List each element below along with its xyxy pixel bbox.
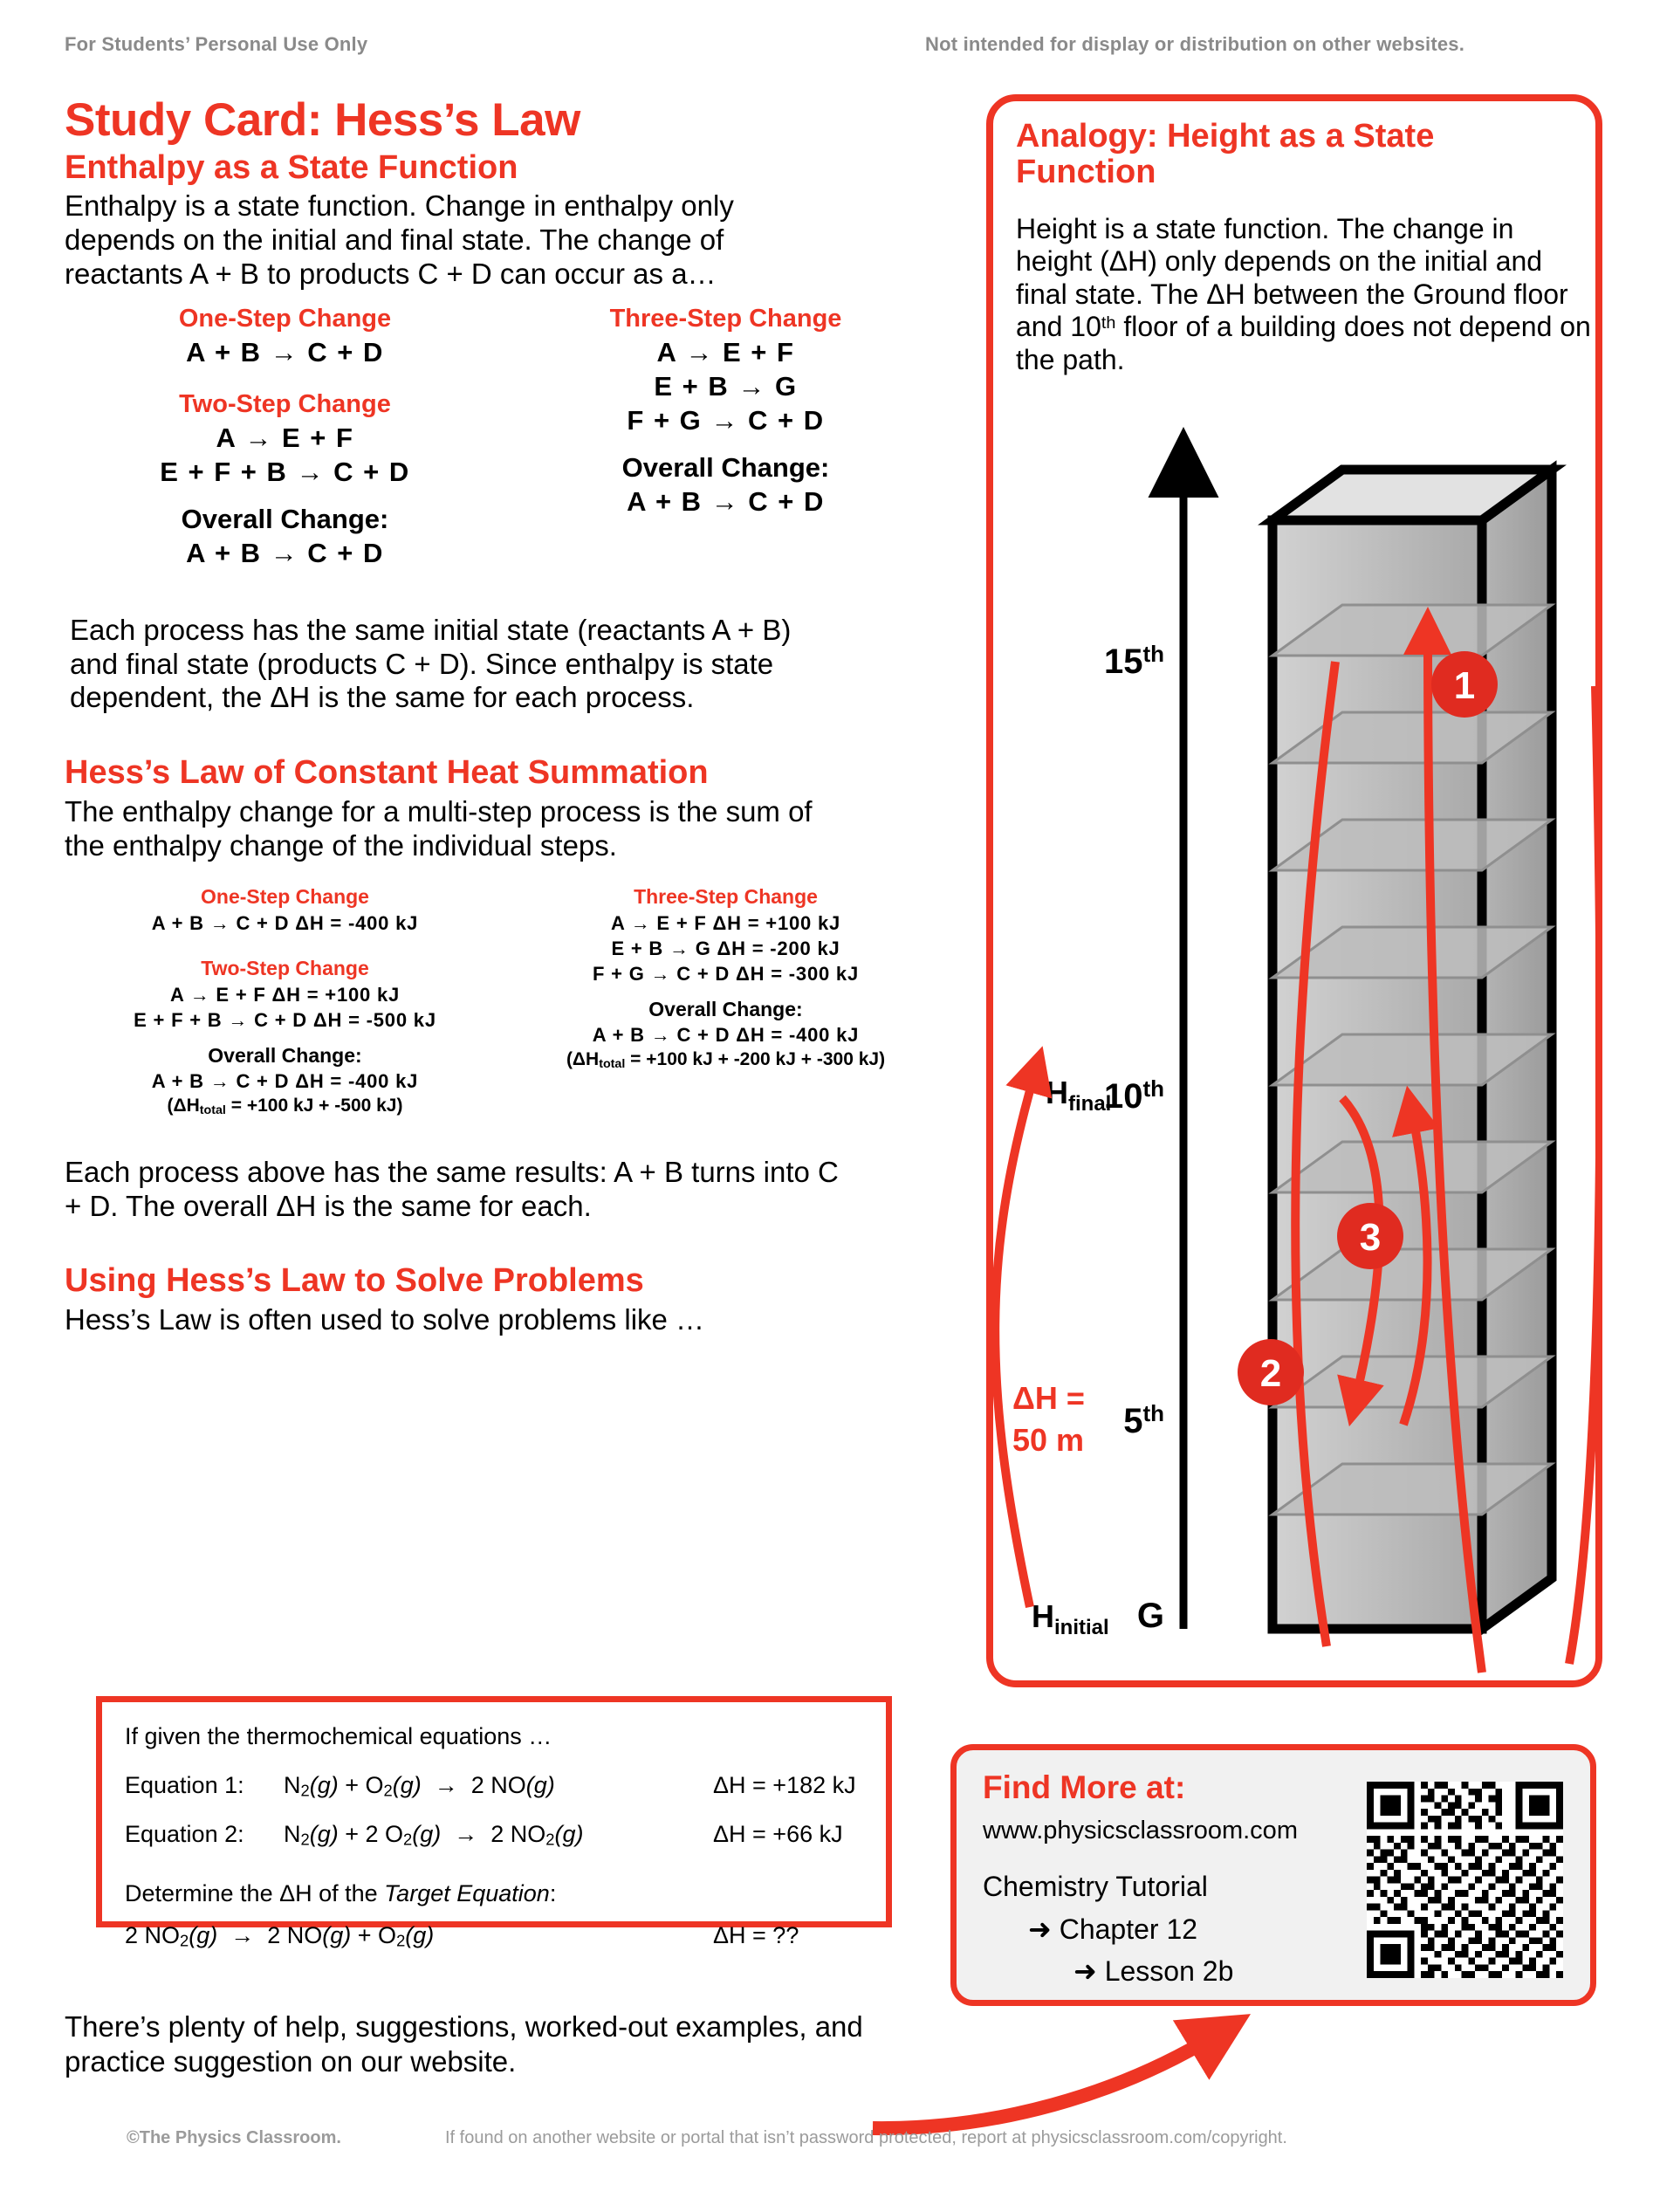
equation-1-body: $N_2(g) + O_2(g) \to 2$ NO(g) bbox=[284, 1772, 555, 1800]
tutorial-label: Chemistry Tutorial bbox=[983, 1871, 1208, 1902]
section1-equation-grid bbox=[65, 305, 946, 572]
two-step-equation-2-values: E + F + B → C + D ΔH = -500 kJ bbox=[134, 1009, 436, 1032]
analogy-title: Analogy: Height as a State Function bbox=[1016, 118, 1435, 191]
personal-use-notice: For Students’ Personal Use Only bbox=[65, 33, 368, 55]
section2-left-equations bbox=[65, 885, 505, 1117]
section2-equation-grid bbox=[65, 885, 946, 1117]
equation-2-enthalpy: ΔH = +66 kJ bbox=[713, 1821, 843, 1847]
bottom-paragraph: There’s plenty of help, suggestions, worked-out examples, and practice suggestion on our website. bbox=[65, 2010, 863, 2078]
two-step-overall-label-values: Overall Change: bbox=[208, 1044, 362, 1068]
three-step-equation-2: E + B → G bbox=[654, 371, 798, 402]
target-equation: 2 $NO_2(g) \to 2$ $NO(g) + O_2(g)$ bbox=[125, 1922, 435, 1950]
h-final-label: $H_{final}$ bbox=[1046, 1075, 1112, 1116]
path-marker-1 bbox=[1431, 651, 1498, 718]
one-step-equation-values: A + B → C + D ΔH = -400 kJ bbox=[151, 912, 419, 935]
svg-text:2: 2 bbox=[1259, 1352, 1282, 1395]
determine-instruction: Determine the ΔH of the Target Equation: bbox=[125, 1880, 557, 1906]
worked-problem-box bbox=[96, 1696, 892, 1950]
section2-right-equations bbox=[505, 885, 946, 1117]
footer-report-notice: If found on another website or portal that isn’t password protected, report at physicsclassroom.com/copyright. bbox=[445, 2128, 1287, 2147]
problem-intro: If given the thermochemical equations … bbox=[125, 1723, 552, 1749]
floor-label-15th: 15th bbox=[1103, 641, 1164, 681]
analogy-panel bbox=[986, 94, 1602, 1687]
three-step-equation-1-values: A → E + F ΔH = +100 kJ bbox=[610, 912, 841, 935]
two-step-equation-1: A → E + F bbox=[216, 422, 354, 454]
two-step-overall-equation: A + B → C + D bbox=[186, 538, 384, 569]
building-height-diagram bbox=[993, 424, 1595, 1681]
three-step-equation-3: F + G → C + D bbox=[627, 405, 825, 436]
three-step-label-values: Three-Step Change bbox=[634, 885, 818, 909]
find-more-title: Find More at: bbox=[983, 1769, 1186, 1805]
section1-right-equations bbox=[505, 305, 946, 572]
section1-left-equations bbox=[65, 305, 505, 572]
chapter-link[interactable]: ➜ Chapter 12 bbox=[1028, 1913, 1198, 1945]
two-step-overall-equation-values: A + B → C + D ΔH = -400 kJ bbox=[151, 1070, 419, 1093]
one-step-equation: A + B → C + D bbox=[186, 337, 384, 368]
section2-closing-paragraph: Each process above has the same results: A + B turns into C + D. The overall ΔH is the same for each. bbox=[65, 1155, 839, 1222]
section-heading-solve-problems: Using Hess’s Law to Solve Problems bbox=[65, 1262, 644, 1300]
h-initial-label: $H_{initial}$ bbox=[1032, 1598, 1109, 1639]
floor-label-ground: G bbox=[1136, 1597, 1164, 1635]
equation-2-body: $N_2(g) + 2$ $O_2(g) \to 2$ $NO_2(g)$ bbox=[284, 1821, 584, 1849]
svg-text:1: 1 bbox=[1453, 664, 1476, 707]
two-step-total-line: ($\Delta H_{total} = +100$ kJ + -500 kJ) bbox=[167, 1096, 403, 1117]
section3-paragraph: Hess’s Law is often used to solve problems like … bbox=[65, 1302, 705, 1336]
target-enthalpy: ΔH = ?? bbox=[713, 1922, 799, 1948]
floor-label-5th: 5th bbox=[1123, 1400, 1164, 1440]
find-more-box[interactable] bbox=[950, 1744, 1596, 2006]
two-step-label: Two-Step Change bbox=[179, 390, 391, 419]
two-step-equation-2: E + F + B → C + D bbox=[160, 457, 410, 488]
three-step-overall-equation: A + B → C + D bbox=[627, 486, 825, 518]
section2-paragraph: The enthalpy change for a multi-step process is the sum of the enthalpy change of the individual steps. bbox=[65, 794, 813, 862]
delta-h-arrow bbox=[995, 1072, 1035, 1607]
analogy-body-text: Height is a state function. The change in height (ΔH) only depends on the initial and final state. The ΔH between the Ground floor and 10th floor of a building does not depend on the path. bbox=[1016, 213, 1591, 375]
three-step-label: Three-Step Change bbox=[609, 305, 842, 333]
path-curve-outer bbox=[1569, 686, 1595, 1664]
page-title: Study Card: Hess’s Law bbox=[65, 94, 580, 146]
delta-h-value-line1: ΔH = bbox=[1012, 1380, 1085, 1416]
one-step-label: One-Step Change bbox=[178, 305, 392, 333]
two-step-equation-1-values: A → E + F ΔH = +100 kJ bbox=[169, 984, 401, 1006]
website-url[interactable]: www.physicsclassroom.com bbox=[983, 1817, 1298, 1844]
section1-closing-paragraph: Each process has the same initial state (reactants A + B) and final state (products C + D). Since enthalpy is state dependent, the ΔH is the same for each process. bbox=[70, 614, 792, 714]
one-step-label-values: One-Step Change bbox=[201, 885, 369, 909]
three-step-overall-equation-values: A + B → C + D ΔH = -400 kJ bbox=[592, 1024, 860, 1047]
equation-1-label: Equation 1: bbox=[125, 1772, 244, 1798]
three-step-total-line: ($\Delta H_{total} = +100$ kJ + -200 kJ + -300 kJ) bbox=[566, 1049, 886, 1071]
three-step-equation-2-values: E + B → G ΔH = -200 kJ bbox=[611, 938, 840, 960]
three-step-overall-label: Overall Change: bbox=[621, 452, 830, 484]
left-content-column bbox=[65, 96, 955, 1337]
section-heading-enthalpy: Enthalpy as a State Function bbox=[65, 148, 518, 186]
floor-label-10th: 10th bbox=[1103, 1075, 1164, 1116]
two-step-label-values: Two-Step Change bbox=[201, 957, 369, 980]
equation-2-label: Equation 2: bbox=[125, 1821, 244, 1847]
delta-h-value-line2: 50 m bbox=[1012, 1422, 1085, 1458]
section-heading-hess-law: Hess’s Law of Constant Heat Summation bbox=[65, 754, 709, 792]
lesson-link[interactable]: ➜ Lesson 2b bbox=[1073, 1955, 1234, 1987]
qr-code[interactable] bbox=[1367, 1782, 1563, 1978]
path-marker-3 bbox=[1337, 1203, 1403, 1269]
section1-paragraph: Enthalpy is a state function. Change in enthalpy only depends on the initial and final state. The change of reactants A + B to products C + D can occur as a… bbox=[65, 189, 734, 290]
equation-1-enthalpy: ΔH = +182 kJ bbox=[713, 1772, 856, 1798]
distribution-notice: Not intended for display or distribution on other websites. bbox=[925, 33, 1465, 55]
footer-copyright: ©The Physics Classroom. bbox=[127, 2128, 341, 2147]
three-step-overall-label-values: Overall Change: bbox=[648, 998, 803, 1021]
three-step-equation-1: A → E + F bbox=[656, 337, 795, 368]
svg-text:3: 3 bbox=[1359, 1216, 1382, 1259]
three-step-equation-3-values: F + G → C + D ΔH = -300 kJ bbox=[593, 963, 859, 986]
path-marker-2 bbox=[1238, 1339, 1304, 1405]
two-step-overall-label: Overall Change: bbox=[181, 504, 389, 535]
